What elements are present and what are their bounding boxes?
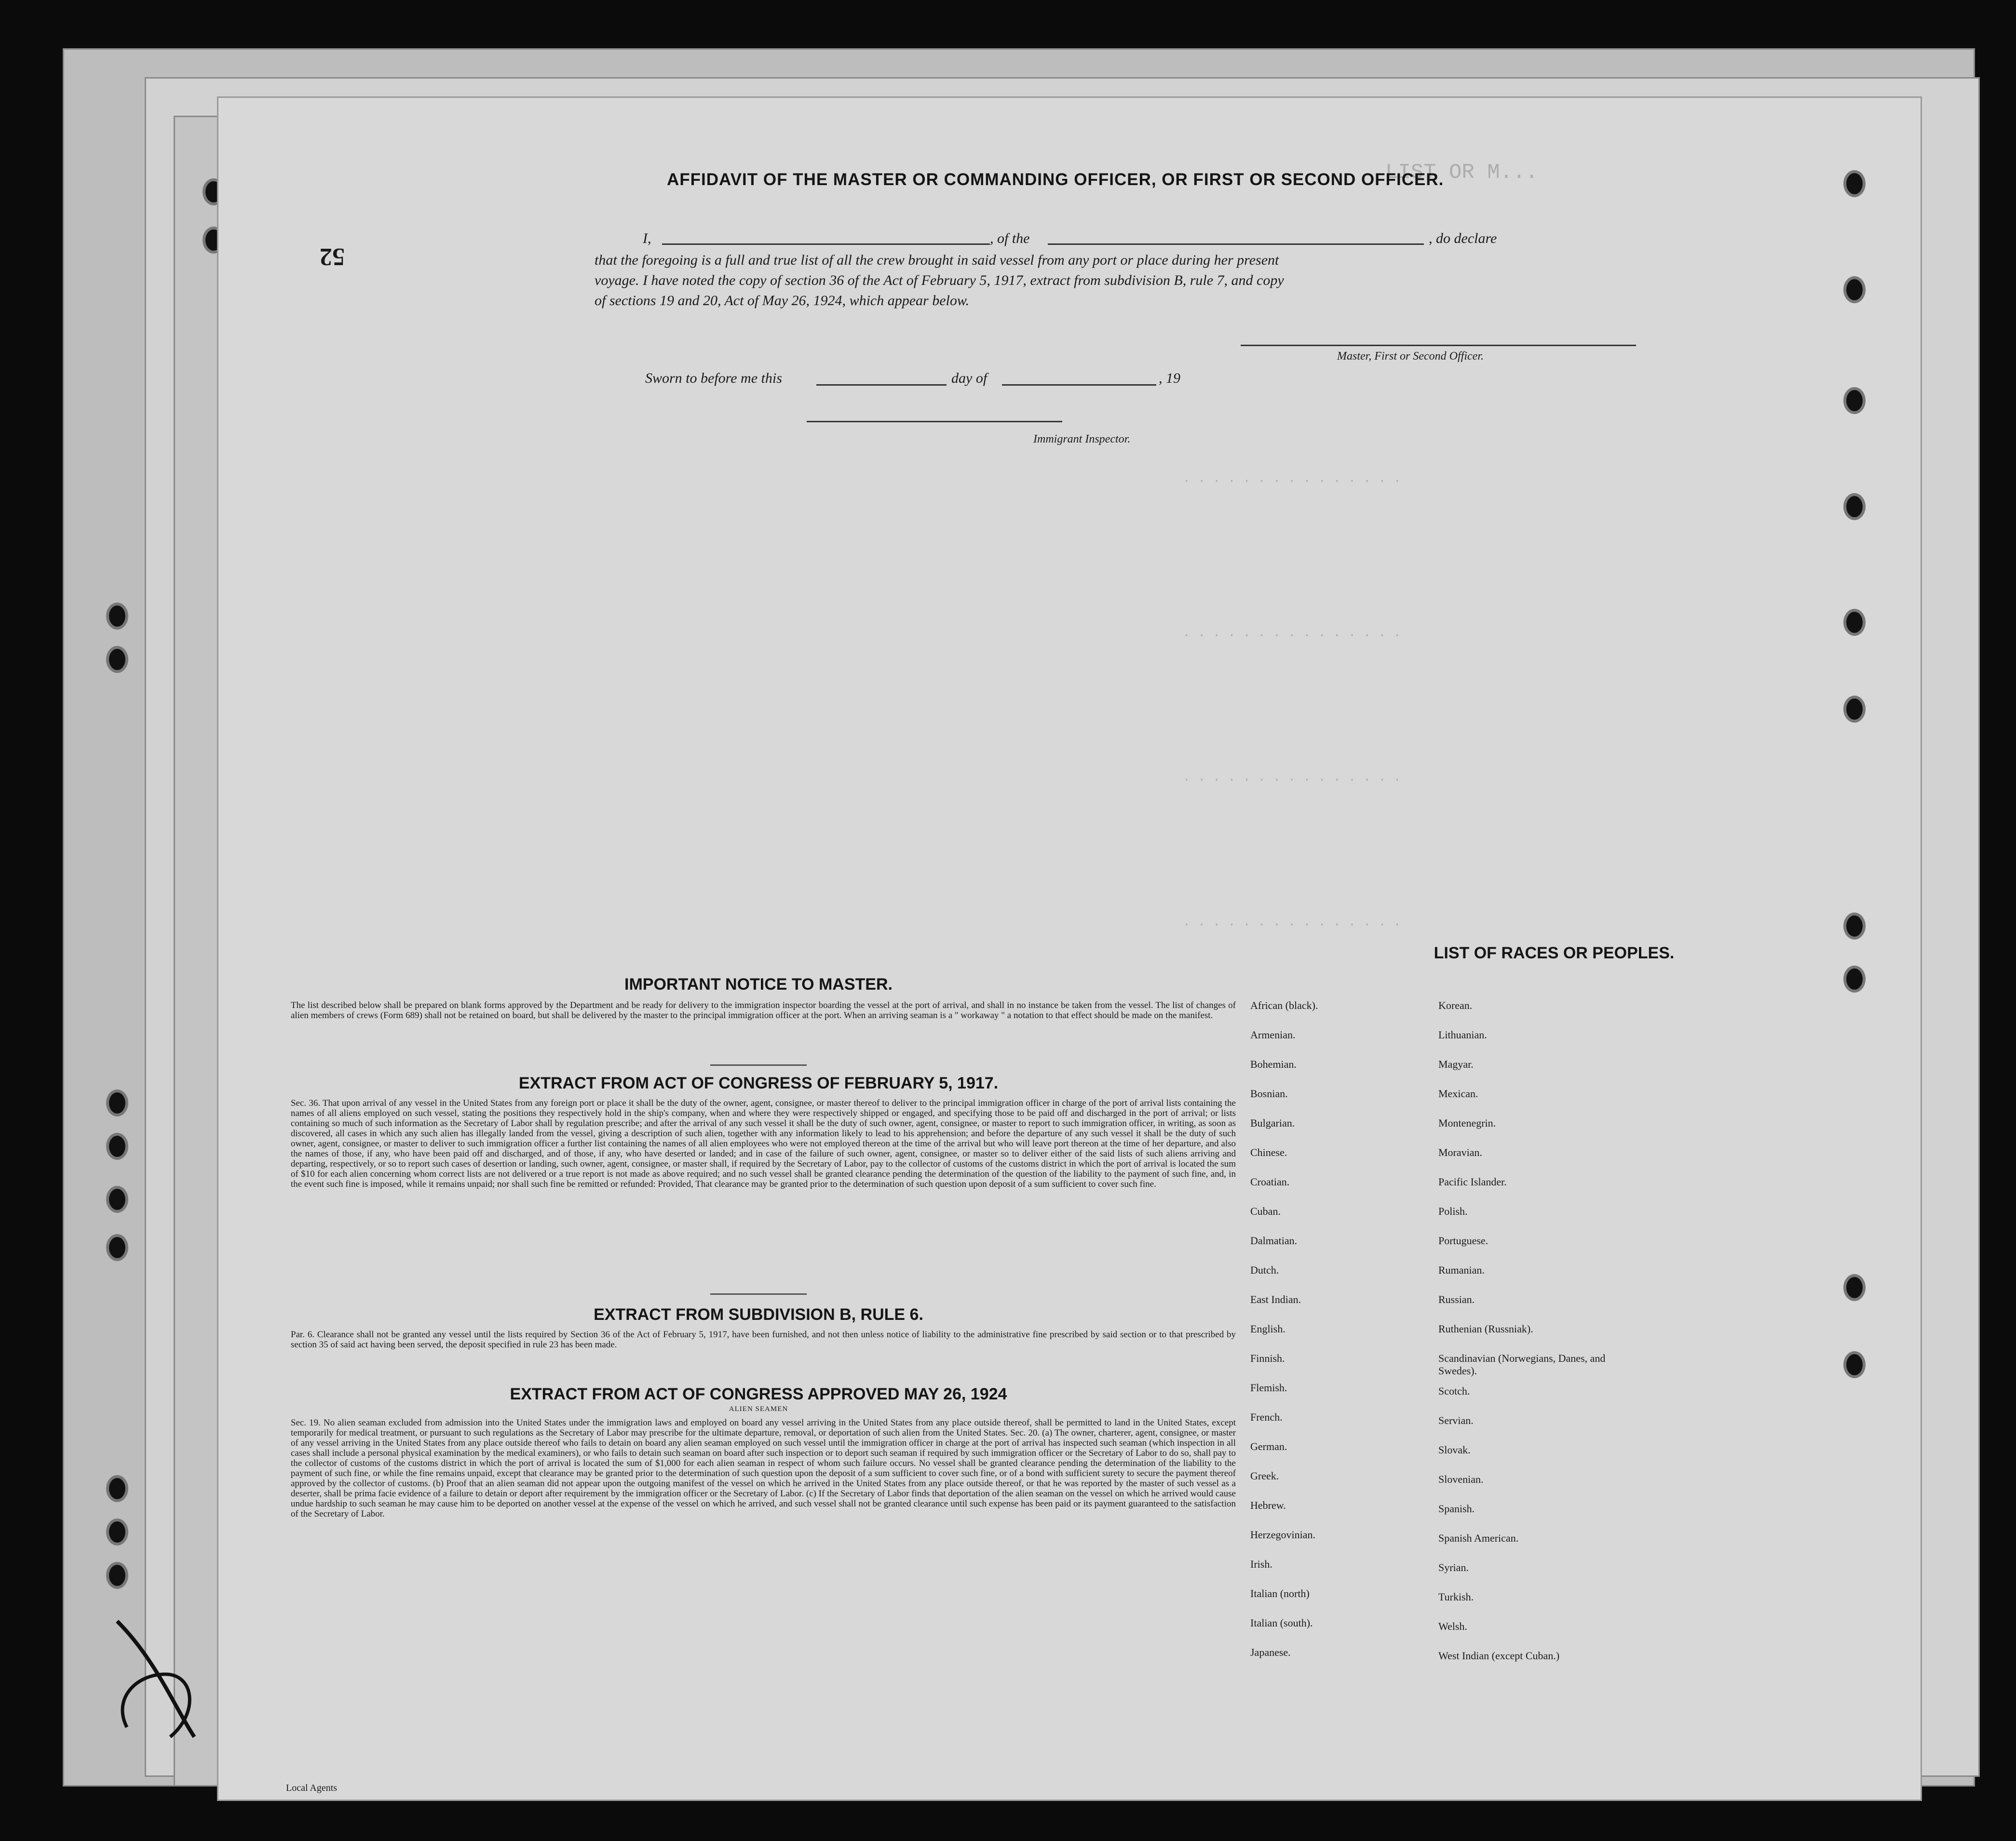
sworn-text: Sworn to before me this — [645, 370, 782, 386]
race-item: East Indian. — [1250, 1293, 1301, 1305]
race-item: Japanese. — [1250, 1646, 1291, 1658]
race-item: Portuguese. — [1438, 1235, 1488, 1247]
notice-body: The list described below shall be prepared on blank forms approved by the Department and be ready for delivery to the immigration inspector boarding the vessel at the port of arrival, and shall in no instance be taken from the vessel. The list of changes of alien members of crews (Form 689) shall not be retained on board, but shall be delivered by the master to the principal immigration officer at the port. When an arriving seaman is a " workaway " a notation to that effect should be made on the manifest. — [291, 1000, 1236, 1021]
race-item: Bosnian. — [1250, 1088, 1288, 1100]
race-item: Welsh. — [1438, 1620, 1467, 1632]
extract-1917-title: EXTRACT FROM ACT OF CONGRESS OF FEBRUARY 5, 1917. — [518, 1074, 999, 1092]
punch-hole — [1843, 1274, 1866, 1301]
race-item: Slovenian. — [1438, 1473, 1484, 1485]
race-item: Lithuanian. — [1438, 1029, 1487, 1041]
handwritten-mark — [98, 1602, 214, 1747]
race-item: Flemish. — [1250, 1382, 1287, 1394]
affidavit-line4: of sections 19 and 20, Act of May 26, 1924, which appear below. — [595, 293, 970, 309]
affidavit-title: AFFIDAVIT OF THE MASTER OR COMMANDING OFFICER, OR FIRST OR SECOND OFFICER. — [667, 170, 1444, 189]
day-blank — [816, 384, 947, 386]
vessel-blank — [1048, 243, 1424, 245]
punch-hole — [1843, 1351, 1866, 1378]
bleed-through-text: LIST OR M... — [1385, 161, 1538, 185]
punch-hole — [106, 603, 128, 630]
race-item: Ruthenian (Russniak). — [1438, 1323, 1533, 1335]
name-blank — [662, 243, 990, 245]
separator — [710, 1293, 807, 1295]
subdivision-title: EXTRACT FROM SUBDIVISION B, RULE 6. — [594, 1305, 923, 1324]
race-item: West Indian (except Cuban.) — [1438, 1650, 1560, 1662]
race-item: Hebrew. — [1250, 1499, 1286, 1511]
race-item: French. — [1250, 1411, 1283, 1423]
race-item: German. — [1250, 1440, 1287, 1452]
race-item: African (black). — [1250, 999, 1318, 1011]
races-title: LIST OF RACES OR PEOPLES. — [1434, 944, 1675, 962]
race-item: Polish. — [1438, 1205, 1468, 1217]
punch-hole — [106, 1475, 128, 1502]
punch-hole — [1843, 387, 1866, 414]
subdivision-body: Par. 6. Clearance shall not be granted any vessel until the lists required by Section 36 of the Act of February 5, 1917, have been furnished, and not then unless notice of liability to the administrative fine prescribed by said section or to that prescribed by section 35 of said act having been served, the deposit specified in rule 23 has been made. — [291, 1330, 1236, 1350]
punch-hole — [106, 1518, 128, 1545]
race-item: Slovak. — [1438, 1444, 1471, 1456]
punch-hole — [1843, 493, 1866, 520]
affidavit-line3: voyage. I have noted the copy of section 36 of the Act of February 5, 1917, extract from subdivision B, rule 7, and copy — [595, 272, 1284, 288]
affidavit-of-the: , of the — [990, 230, 1030, 246]
punch-hole — [106, 1089, 128, 1116]
month-blank — [1002, 384, 1156, 386]
race-item: Turkish. — [1438, 1591, 1474, 1603]
race-item: Croatian. — [1250, 1176, 1290, 1188]
master-label: Master, First or Second Officer. — [1337, 350, 1484, 363]
bleed-through-text: · · · · · · · · · · · · · · · — [1183, 628, 1401, 643]
affidavit-i: I, — [643, 230, 651, 246]
document-page — [217, 96, 1922, 1801]
race-item: Dalmatian. — [1250, 1235, 1298, 1247]
extract-1924-body: Sec. 19. No alien seaman excluded from admission into the United States under the immigration laws and employed on board any vessel arriving in the United States from any place outside thereof, shall be permitted to land in the United States, except temporarily for medical treatment, or pursuant to such regulations as the Secretary of Labor may prescribe for the ultimate departure, removal, or deportation of such alien from the United States. Sec. 20. (a) The owner, charterer, agent, consignee, or master of any vessel arriving in the United States from any place outside thereof who fails to detain on board any alien seaman employed on such vessel until the immigration officer in charge at the port of arrival has inspected such seaman (which inspection in all cases shall include a personal physical examination by the medical examiners), or who fails to detain such seaman on board after such inspection or to deport such seaman if required by such immigration officer or the Secretary of Labor to do so, shall pay to the collector of customs of the customs district in which the port of arrival is located the sum of $1,000 for each alien seaman in respect of whom such failure occurs. No vessel shall be granted clearance pending the determination of the liability to the payment of such fine, or while the fine remains unpaid, except that clearance may be granted prior to the determination of such question upon the deposit of a sum sufficient to cover such fine, or of a bond with sufficient surety to secure the payment thereof approved by the collector of customs. (b) Proof that an alien seaman did not appear upon the outgoing manifest of the vessel on which he arrived in the United States from any place outside thereof, or that he was reported by the master of such vessel as a deserter, shall be prima facie evidence of a failure to detain or deport after requirement by the immigration officer or the Secretary of Labor. (c) If the Secretary of Labor finds that deportation of the alien seaman on the vessel on which he arrived would cause undue hardship to such seaman he may cause him to be deported on another vessel at the expense of the vessel on which he arrived, and such vessel shall not be granted clearance until such expense has been paid or its payment guaranteed to the satisfaction of the Secretary of Labor. — [291, 1418, 1236, 1519]
race-item: Magyar. — [1438, 1058, 1474, 1070]
inspector-signature-line — [807, 421, 1062, 422]
race-item: Servian. — [1438, 1414, 1474, 1426]
page-number: 52 — [320, 243, 345, 270]
bleed-through-text: · · · · · · · · · · · · · · · — [1183, 773, 1401, 787]
race-item: Russian. — [1438, 1293, 1475, 1305]
punch-hole — [1843, 276, 1866, 303]
punch-hole — [1843, 966, 1866, 993]
race-item: Dutch. — [1250, 1264, 1279, 1276]
race-item: Greek. — [1250, 1470, 1279, 1482]
race-item: Finnish. — [1250, 1352, 1285, 1364]
extract-1917-body: Sec. 36. That upon arrival of any vessel in the United States from any foreign port or place it shall be the duty of the owner, agent, consignee, or master thereof to deliver to the principal immigration officer in charge of the port of arrival lists containing the names of all aliens employed on such vessel, stating the positions they respectively hold in the ship's company, when and where they were respectively shipped or engaged, and specifying those to be paid off and discharged in the port of arrival; or lists containing so much of such information as the Secretary of Labor shall by regulation prescribe; and after the arrival of any such vessel it shall be the duty of such owner, agent, consignee, or master to report to such immigration officer, in writing, as soon as discovered, all cases in which any such alien has illegally landed from the vessel, giving a description of such alien, together with any information likely to lead to his apprehension; and before the departure of any such vessel it shall be the duty of such owner, agent, consignee, or master to deliver to such immigration officer a further list containing the names of all alien employees who were not employed thereon at the time of the arrival but who will leave port thereon at the time of her departure, and also the names of those, if any, who have been paid off and discharged, and of those, if any, who have deserted or landed; and in case of the failure of such owner, agent, consignee, or master so to deliver either of the said lists of such aliens arriving and departing, respectively, or so to report such cases of desertion or landing, such owner, agent, consignee, or master shall, if required by the Secretary of Labor, pay to the collector of customs of the customs district in which the port of arrival is located the sum of $10 for each alien concerning whom correct lists are not delivered or a true report is not made as above required; and no such vessel shall be granted clearance pending the determination of the question of the liability to the payment of such fine, and, in the event such fine is imposed, while it remains unpaid; nor shall such fine be remitted or refunded: Provided, That clearance may be granted prior to the determination of such question upon deposit of a sum sufficient to cover such fine. — [291, 1098, 1236, 1189]
notice-title: IMPORTANT NOTICE TO MASTER. — [624, 975, 893, 994]
race-item: Montenegrin. — [1438, 1117, 1496, 1129]
year-text: , 19 — [1159, 370, 1180, 386]
race-item: Bulgarian. — [1250, 1117, 1295, 1129]
punch-hole — [1843, 609, 1866, 636]
race-item: Mexican. — [1438, 1088, 1478, 1100]
race-item: Scandinavian (Norwegians, Danes, and Swedes). — [1438, 1352, 1606, 1377]
punch-hole — [106, 1562, 128, 1589]
race-item: Spanish. — [1438, 1503, 1475, 1515]
bleed-through-text: · · · · · · · · · · · · · · · — [1183, 917, 1401, 932]
race-item: Italian (north) — [1250, 1587, 1310, 1599]
inspector-label: Immigrant Inspector. — [1033, 433, 1131, 445]
affidavit-line2: that the foregoing is a full and true list of all the crew brought in said vessel from any port or place during her present — [595, 252, 1279, 268]
race-item: Cuban. — [1250, 1205, 1281, 1217]
punch-hole — [106, 1186, 128, 1213]
race-item: Bohemian. — [1250, 1058, 1297, 1070]
punch-hole — [106, 646, 128, 673]
race-item: English. — [1250, 1323, 1285, 1335]
extract-1924-title: EXTRACT FROM ACT OF CONGRESS APPROVED MAY 26, 1924 — [510, 1385, 1007, 1403]
race-item: Italian (south). — [1250, 1617, 1313, 1629]
punch-hole — [1843, 170, 1866, 197]
race-item: Syrian. — [1438, 1561, 1469, 1573]
separator — [710, 1064, 807, 1066]
race-item: Rumanian. — [1438, 1264, 1485, 1276]
punch-hole — [106, 1133, 128, 1160]
race-item: Scotch. — [1438, 1385, 1470, 1397]
master-signature-line — [1241, 345, 1636, 346]
local-agents-label: Local Agents — [286, 1783, 338, 1793]
race-item: Korean. — [1438, 999, 1473, 1011]
race-item: Pacific Islander. — [1438, 1176, 1507, 1188]
race-item: Spanish American. — [1438, 1532, 1519, 1544]
punch-hole — [1843, 913, 1866, 940]
punch-hole — [106, 1234, 128, 1261]
extract-1924-subtitle: ALIEN SEAMEN — [729, 1405, 788, 1413]
race-item: Herzegovinian. — [1250, 1529, 1315, 1541]
day-of-text: day of — [951, 370, 988, 386]
punch-hole — [1843, 696, 1866, 723]
race-item: Moravian. — [1438, 1146, 1483, 1158]
race-item: Chinese. — [1250, 1146, 1287, 1158]
race-item: Armenian. — [1250, 1029, 1296, 1041]
bleed-through-text: · · · · · · · · · · · · · · · — [1183, 474, 1401, 488]
race-item: Irish. — [1250, 1558, 1272, 1570]
affidavit-declare: , do declare — [1429, 230, 1497, 246]
